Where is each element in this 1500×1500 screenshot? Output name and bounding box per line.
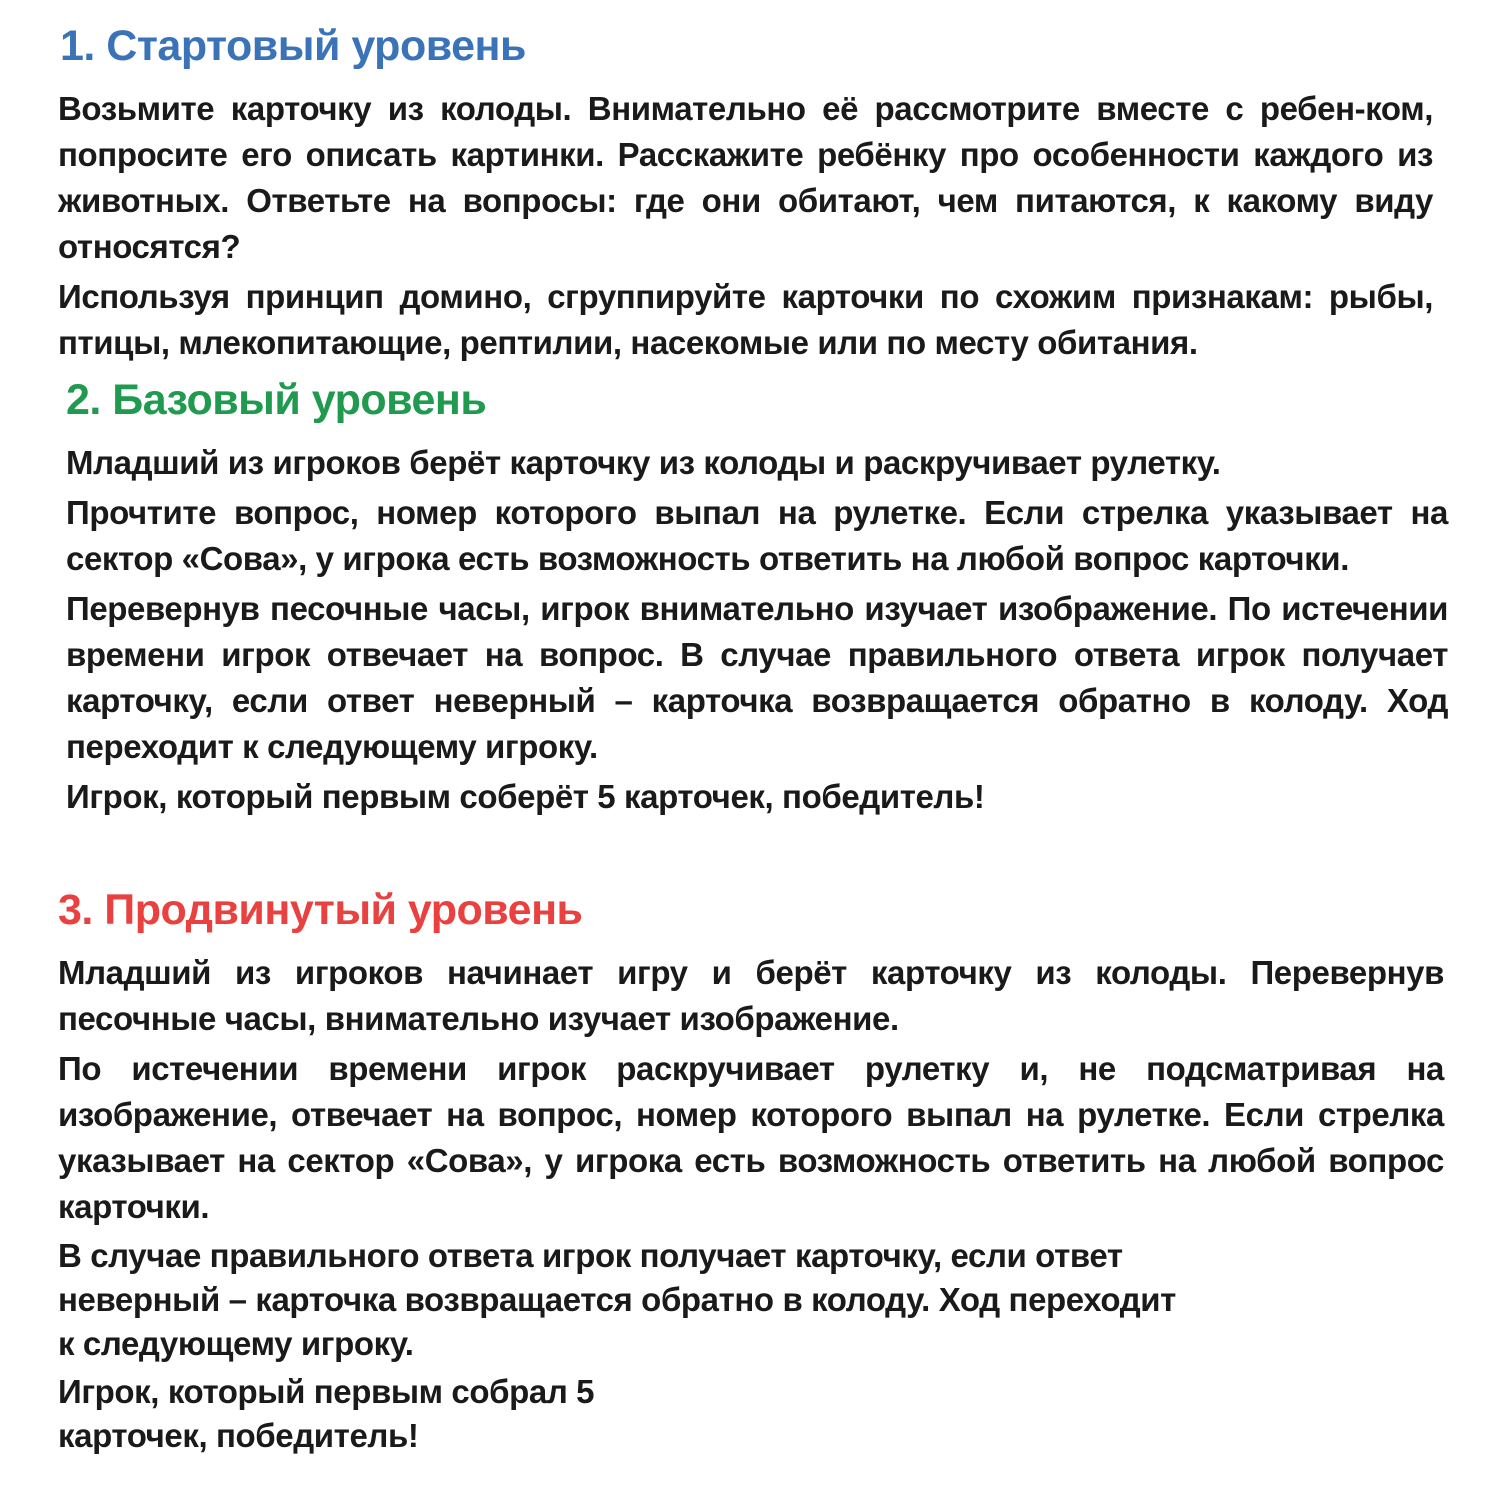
section-basic-level	[0, 374, 1500, 824]
paragraph: Перевернув песочные часы, игрок внимательно изучает изображение. По истечении времени игрок отвечает на вопрос. В случае правильного ответа игрок получает карточку, если ответ неверный – карточка возвращается обратно в колоду. Ход переходит к следующему игроку.	[66, 590, 1448, 765]
section-advanced-level	[0, 884, 1500, 1462]
section-starter-level	[0, 20, 1500, 370]
section-body	[58, 950, 1444, 1458]
paragraph-line: неверный – карточка возвращается обратно в колоду. Ход переходит	[58, 1281, 1176, 1318]
paragraph: Младший из игроков начинает игру и берёт карточку из колоды. Перевернув песочные часы, внимательно изучает изображение.	[58, 954, 1444, 1037]
heading-basic-level: 2. Базовый уровень	[66, 376, 487, 424]
heading-advanced-level: 3. Продвинутый уровень	[58, 886, 583, 934]
paragraph-line: карточек, победитель!	[58, 1417, 419, 1454]
paragraph: Игрок, который первым соберёт 5 карточек, победитель!	[66, 778, 985, 815]
heading-starter-level: 1. Стартовый уровень	[60, 22, 526, 70]
section-body	[58, 86, 1433, 366]
paragraph	[58, 1370, 1444, 1458]
section-body	[66, 440, 1448, 820]
paragraph-line: к следующему игроку.	[58, 1325, 414, 1362]
paragraph-line: В случае правильного ответа игрок получает карточку, если ответ	[58, 1237, 1123, 1274]
paragraph: Используя принцип домино, сгруппируйте карточки по схожим признакам: рыбы, птицы, млекопитающие, рептилии, насекомые или по месту обитания.	[58, 278, 1433, 361]
paragraph	[58, 1234, 1444, 1366]
paragraph-line: Игрок, который первым собрал 5	[58, 1373, 595, 1410]
paragraph: Прочтите вопрос, номер которого выпал на рулетке. Если стрелка указывает на сектор «Сова», у игрока есть возможность ответить на любой вопрос карточки.	[66, 494, 1448, 577]
paragraph: По истечении времени игрок раскручивает рулетку и, не подсматривая на изображение, отвечает на вопрос, номер которого выпал на рулетке. Если стрелка указывает на сектор «Сова», у игрока есть возможность ответить на любой вопрос карточки.	[58, 1050, 1444, 1225]
paragraph: Возьмите карточку из колоды. Внимательно её рассмотрите вместе с ребен-ком, попросите его описать картинки. Расскажите ребёнку про особенности каждого из животных. Ответьте на вопросы: где они обитают, чем питаются, к какому виду относятся?	[58, 90, 1433, 265]
paragraph: Младший из игроков берёт карточку из колоды и раскручивает рулетку.	[66, 444, 1221, 481]
